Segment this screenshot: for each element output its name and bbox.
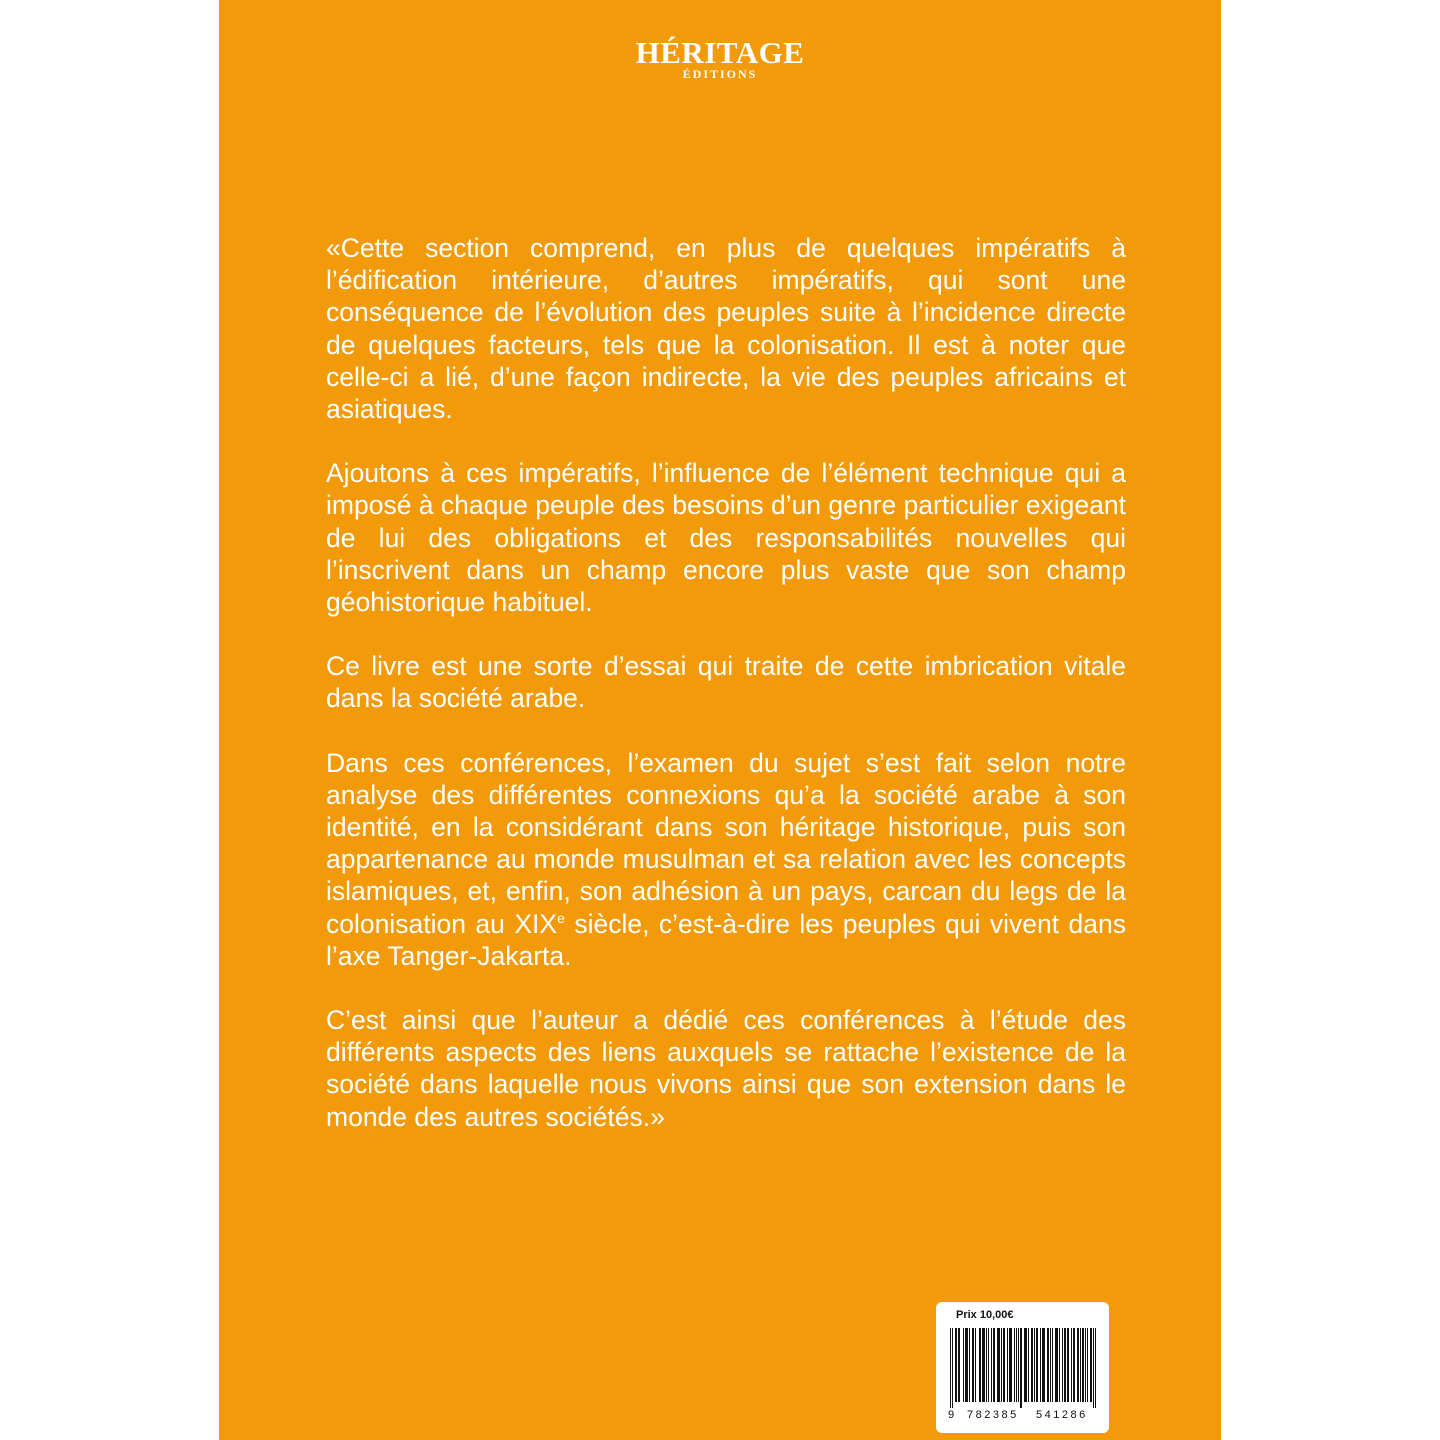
blurb-paragraph-5: C’est ainsi que l’auteur a dédié ces conférences à l’étude des différents aspects des liens auxquels se rattache l’existence de la société dans laquelle nous vivons ainsi que son extension dans le monde des autres sociétés.» [326, 1005, 1126, 1132]
barcode-bar [1082, 1328, 1083, 1402]
barcode-bar [1071, 1328, 1072, 1402]
barcode-bar [991, 1328, 992, 1402]
barcode-bar [1024, 1328, 1025, 1402]
barcode-bar [1020, 1328, 1021, 1408]
barcode-bar [1011, 1328, 1012, 1402]
barcode-bar [979, 1328, 980, 1402]
barcode-bar [1047, 1328, 1048, 1402]
barcode-bar [950, 1328, 951, 1408]
barcode-bar [1093, 1328, 1094, 1408]
barcode-icon [950, 1328, 1096, 1408]
barcode-bar [969, 1328, 970, 1402]
blurb-text [326, 232, 1126, 1133]
barcode-bar [1080, 1328, 1081, 1402]
barcode-bar [1059, 1328, 1060, 1402]
barcode-bar [956, 1328, 957, 1402]
barcode-bar [1009, 1328, 1010, 1402]
blurb-paragraph-3: Ce livre est une sorte d’essai qui traite de cette imbrication vitale dans la société arabe. [326, 651, 1126, 714]
barcode-bar [988, 1328, 989, 1402]
barcode-bar [1074, 1328, 1075, 1402]
barcode-bar [1031, 1328, 1032, 1402]
barcode-bar [980, 1328, 981, 1402]
barcode-bar [973, 1328, 974, 1402]
barcode-bar [1057, 1328, 1058, 1402]
barcode-bar [1044, 1328, 1045, 1402]
barcode-bar [1007, 1328, 1008, 1402]
barcode-bar [966, 1328, 967, 1402]
blurb-paragraph-1: «Cette section comprend, en plus de quelques impératifs à l’édification intérieure, d’autres impératifs, qui sont une conséquence de l’évolution des peuples suite à l’incidence directe de quelques facteurs, tels que la colonisation. Il est à noter que celle-ci a lié, d’une façon indirecte, la vie des peuples africains et asiatiques. [326, 233, 1126, 425]
barcode-bar [1016, 1328, 1017, 1402]
barcode-bar [1042, 1328, 1043, 1402]
barcode-bar [1004, 1328, 1005, 1402]
publisher-logo-main: HÉRITAGE [635, 35, 805, 70]
barcode-bar [1034, 1328, 1035, 1402]
barcode-bar [967, 1328, 968, 1402]
isbn-right-group: 541286 [1036, 1409, 1088, 1421]
barcode-bar [1068, 1328, 1069, 1402]
barcode-bar [1083, 1328, 1084, 1402]
barcode-bar [972, 1328, 973, 1402]
barcode-bar [997, 1328, 998, 1402]
blurb-paragraph-2: Ajoutons à ces impératifs, l’influence de l’élément technique qui a imposé à chaque peuple des besoins d’un genre particulier exigeant de lui des obligations et des responsabilités nouvelles qui l’inscrivent dans un champ encore plus vaste que son champ géohistorique habituel. [326, 458, 1126, 618]
barcode-bar [1052, 1328, 1053, 1402]
barcode-bar [1095, 1328, 1096, 1408]
blurb-paragraph-4-end: siècle, c’est-à-dire les peuples qui vivent dans l’axe Tanger-Jakarta. [326, 908, 1126, 971]
barcode-bar [958, 1328, 959, 1402]
barcode-bar [1036, 1328, 1037, 1402]
barcode-bar [1078, 1328, 1079, 1402]
barcode-bar [1062, 1328, 1063, 1402]
barcode-bar [1064, 1328, 1065, 1402]
blurb-paragraph-4-start: Dans ces conférences, l’examen du sujet s’est fait selon notre analyse des différentes connexions qu’a la société arabe à son identité, en la considérant dans son héritage historique, puis son appartenance au monde musulman et sa relation avec les concepts islamiques, et, enfin, son adhésion à un pays, carcan du legs de la colonisation au XIX [326, 747, 1126, 939]
barcode-bar [1091, 1328, 1092, 1402]
barcode-bar [998, 1328, 999, 1402]
barcode-bar [1087, 1328, 1088, 1402]
barcode-bar [959, 1328, 960, 1402]
barcode-bar [1048, 1328, 1049, 1402]
barcode-label [936, 1302, 1109, 1433]
barcode-bar [1055, 1328, 1056, 1402]
barcode-bar [982, 1328, 983, 1402]
barcode-bar [993, 1328, 994, 1402]
barcode-bar [1056, 1328, 1057, 1402]
barcode-bar [1073, 1328, 1074, 1402]
barcode-bar [1001, 1328, 1002, 1402]
century-superscript: e [557, 909, 565, 926]
barcode-bar [955, 1328, 956, 1402]
barcode-bar [1043, 1328, 1044, 1402]
blurb-paragraph-4 [326, 747, 1126, 972]
barcode-bar [1077, 1328, 1078, 1402]
barcode-bar [986, 1328, 987, 1402]
publisher-logo-sub: ÉDITIONS [682, 67, 758, 81]
publisher-logo [219, 36, 1221, 80]
barcode-bar [983, 1328, 984, 1402]
barcode-bar [1032, 1328, 1033, 1402]
barcode-bar [1067, 1328, 1068, 1402]
barcode-bar [963, 1328, 964, 1402]
price-label: Prix 10,00€ [956, 1309, 1014, 1321]
barcode-bar [1018, 1328, 1019, 1402]
book-back-cover [219, 0, 1221, 1440]
barcode-bar [1026, 1328, 1027, 1402]
barcode-bar [994, 1328, 995, 1402]
barcode-bar [975, 1328, 976, 1402]
barcode-bar [965, 1328, 966, 1402]
barcode-bar [1014, 1328, 1015, 1402]
barcode-bar [1010, 1328, 1011, 1402]
barcode-bar [1085, 1328, 1086, 1402]
barcode-bar [1037, 1328, 1038, 1402]
barcode-bar [999, 1328, 1000, 1402]
barcode-bar [1050, 1328, 1051, 1402]
barcode-bar [1021, 1328, 1022, 1408]
barcode-bar [952, 1328, 953, 1408]
barcode-bar [1065, 1328, 1066, 1402]
barcode-bar [984, 1328, 985, 1402]
barcode-bar [1090, 1328, 1091, 1402]
isbn-left-group: 782385 [967, 1409, 1019, 1421]
barcode-bar [1025, 1328, 1026, 1402]
barcode-bar [1040, 1328, 1041, 1402]
barcode-bar [1003, 1328, 1004, 1402]
isbn-first-digit: 9 [948, 1409, 955, 1421]
barcode-bar [1028, 1328, 1029, 1402]
